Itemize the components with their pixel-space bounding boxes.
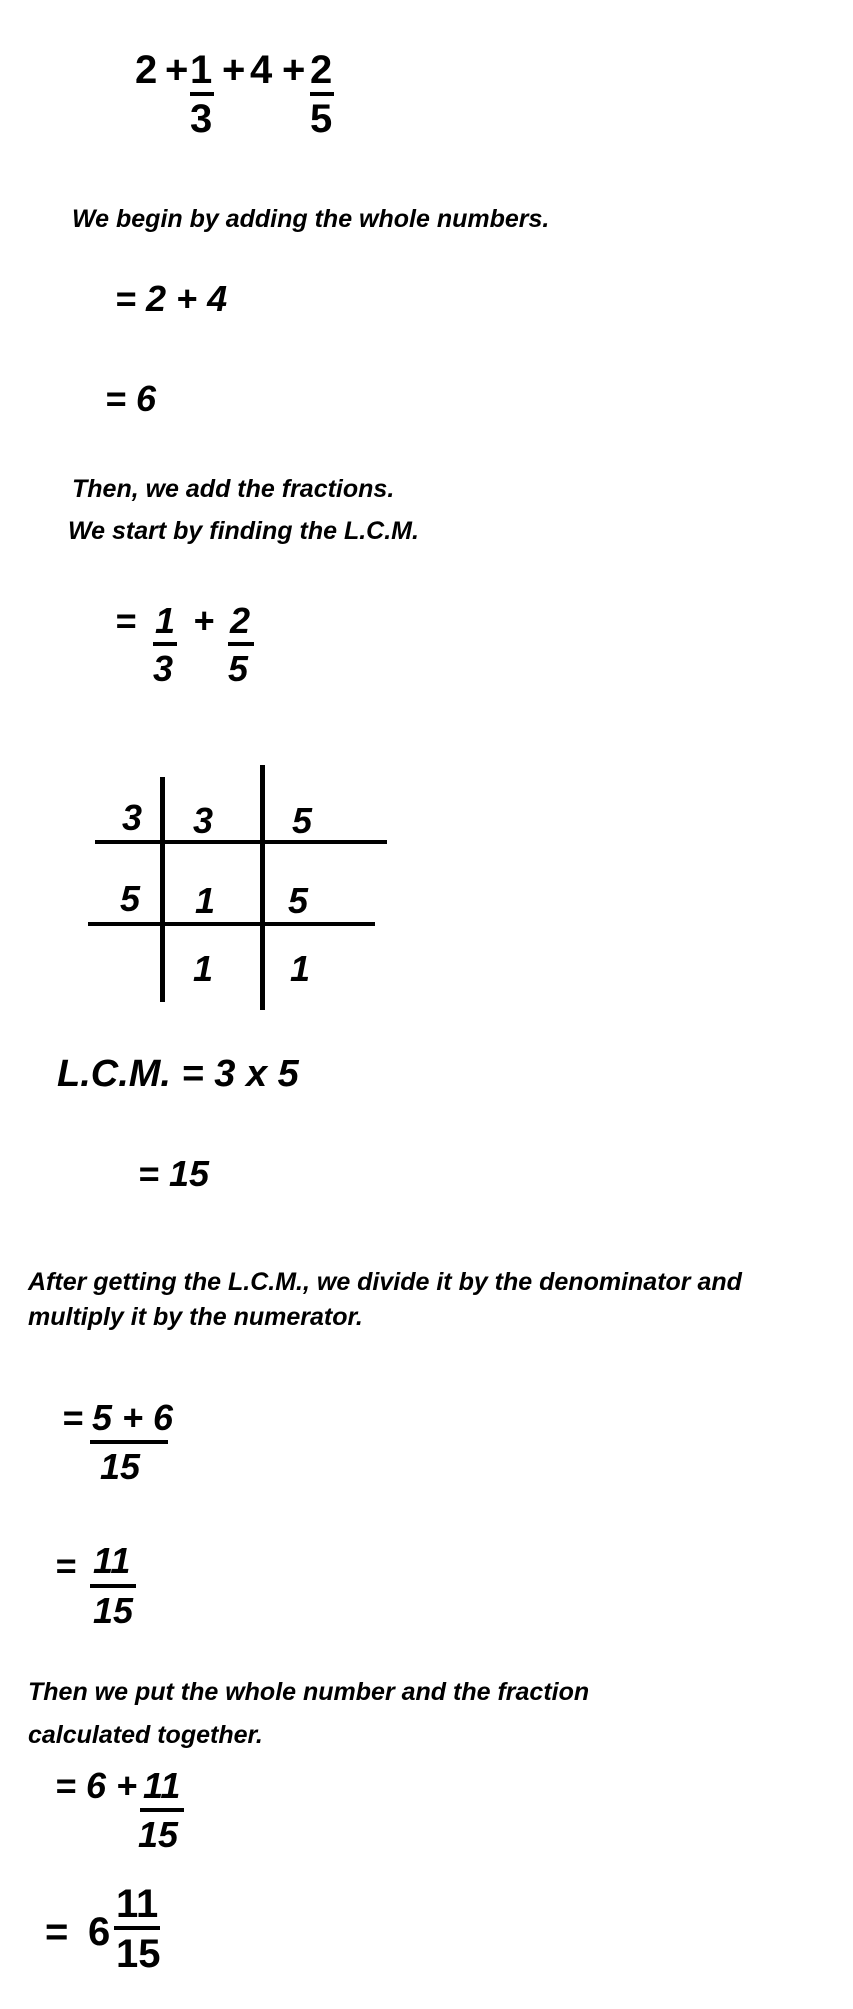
whole-number: 6 bbox=[88, 1910, 111, 1954]
step4-text-1: Then we put the whole number and the fraction bbox=[28, 1678, 590, 1706]
fraction-denominator: 15 bbox=[138, 1814, 179, 1855]
table-cell: 5 bbox=[120, 878, 141, 919]
step4-text-2: calculated together. bbox=[28, 1721, 263, 1749]
fraction-bar bbox=[90, 1440, 168, 1444]
plus-sign: + bbox=[193, 600, 215, 641]
fraction-1-numerator: 1 bbox=[155, 600, 176, 641]
fraction-2-numerator: 2 bbox=[310, 48, 333, 92]
table-cell: 3 bbox=[122, 797, 143, 838]
equals-sign: = bbox=[62, 1397, 84, 1438]
step3-text-1: After getting the L.C.M., we divide it by the denominator and bbox=[28, 1268, 742, 1296]
plus-sign: + bbox=[222, 48, 246, 92]
plus-sign: + bbox=[165, 48, 189, 92]
lcm-line-1: L.C.M. = 3 x 5 bbox=[57, 1053, 299, 1095]
step1-equation-1: = 2 + 4 bbox=[115, 278, 228, 319]
table-cell: 1 bbox=[193, 948, 214, 989]
fraction-2-bar bbox=[228, 642, 254, 646]
fraction-1-denominator: 3 bbox=[190, 97, 213, 141]
fraction-bar bbox=[90, 1584, 136, 1588]
table-cell: 1 bbox=[195, 880, 216, 921]
fraction-1-bar bbox=[190, 92, 214, 96]
step2-text-2: We start by finding the L.C.M. bbox=[68, 517, 419, 545]
table-divider-1 bbox=[160, 777, 165, 1002]
table-cell: 5 bbox=[292, 800, 313, 841]
table-cell: 1 bbox=[290, 948, 311, 989]
fraction-1-bar bbox=[153, 642, 177, 646]
table-rule-2 bbox=[88, 922, 375, 926]
step2-text-1: Then, we add the fractions. bbox=[72, 475, 395, 503]
step1-text: We begin by adding the whole numbers. bbox=[72, 205, 550, 233]
plus-sign: + bbox=[282, 48, 306, 92]
table-cell: 5 bbox=[288, 880, 309, 921]
equals-sign: = bbox=[55, 1545, 77, 1586]
fraction-1-denominator: 3 bbox=[153, 648, 174, 689]
equation-prefix: = 6 + bbox=[55, 1765, 138, 1806]
equals-sign: = bbox=[115, 600, 137, 641]
fraction-numerator: 11 bbox=[93, 1540, 131, 1581]
fraction-2-denominator: 5 bbox=[310, 97, 333, 141]
fraction-bar bbox=[114, 1926, 160, 1930]
table-rule-1 bbox=[95, 840, 387, 844]
step1-equation-2: = 6 bbox=[105, 378, 157, 419]
lcm-line-2: = 15 bbox=[138, 1153, 210, 1194]
fraction-bar bbox=[140, 1808, 184, 1812]
equals-sign: = bbox=[45, 1910, 69, 1954]
fraction-numerator: 11 bbox=[143, 1765, 181, 1806]
fraction-denominator: 15 bbox=[100, 1446, 141, 1487]
fraction-2-numerator: 2 bbox=[230, 600, 251, 641]
fraction-denominator: 15 bbox=[93, 1590, 134, 1631]
whole-number-2: 4 bbox=[250, 48, 273, 92]
table-divider-2 bbox=[260, 765, 265, 1010]
fraction-numerator: 5 + 6 bbox=[92, 1397, 174, 1438]
fraction-2-bar bbox=[310, 92, 334, 96]
table-cell: 3 bbox=[193, 800, 214, 841]
fraction-numerator: 11 bbox=[116, 1882, 159, 1926]
fraction-1-numerator: 1 bbox=[190, 48, 213, 92]
whole-number-1: 2 bbox=[135, 48, 158, 92]
step3-text-2: multiply it by the numerator. bbox=[28, 1303, 363, 1331]
fraction-denominator: 15 bbox=[116, 1932, 161, 1976]
fraction-2-denominator: 5 bbox=[228, 648, 249, 689]
